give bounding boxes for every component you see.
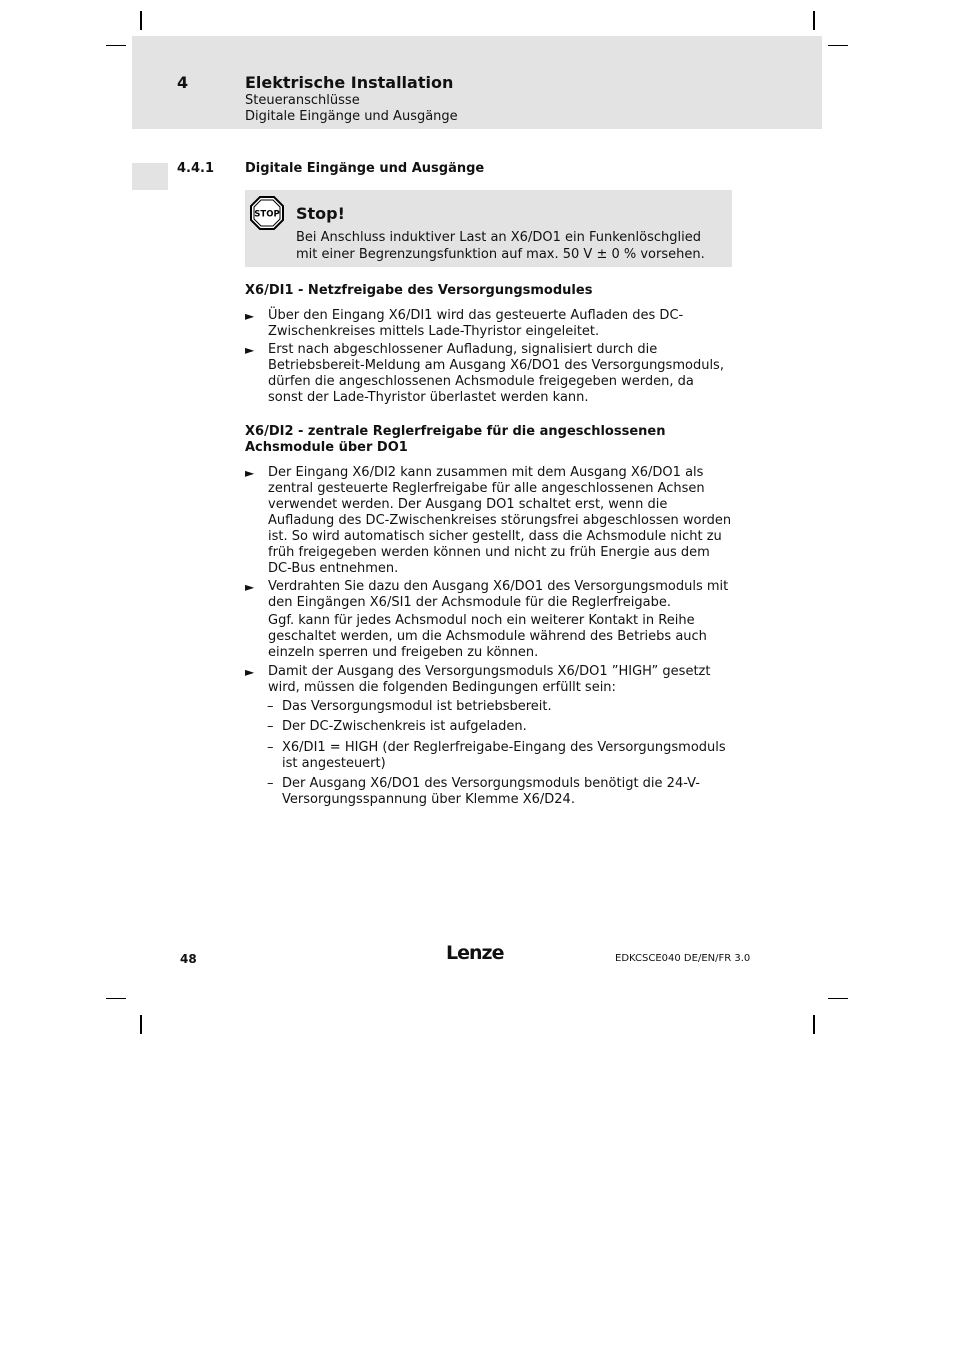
crop-mark (813, 1015, 815, 1034)
stop-title: Stop! (296, 204, 345, 223)
subheading: X6/DI2 - zentrale Reglerfreigabe für die angeschlossenen Achsmodule über DO1 (245, 424, 666, 455)
bullet-arrow-icon: ► (245, 309, 255, 323)
bullet-arrow-icon: ► (245, 466, 255, 480)
bullet-arrow-icon: ► (245, 665, 255, 679)
stop-sign-icon (250, 196, 284, 230)
crop-mark (106, 45, 126, 46)
crop-mark (828, 998, 848, 999)
header-subtitle: Steueranschlüsse (245, 93, 360, 108)
list-item: ► Über den Eingang X6/DI1 wird das gesteuerte Aufladen des DC-Zwischenkreises mittels Lade-Thyristor eingeleitet. (245, 308, 684, 339)
bullet-text: Verdrahten Sie dazu den Ausgang X6/DO1 des Versorgungsmoduls mit den Eingängen X6/SI1 der Achsmodule für die Reglerfreigabe. (268, 579, 729, 610)
stop-text: Bei Anschluss induktiver Last an X6/DO1 ein Funkenlöschglied mit einer Begrenzungsfunktion auf max. 50 V ± 0 % vorsehen. (296, 230, 705, 262)
list-item: ► Damit der Ausgang des Versorgungsmoduls X6/DO1 ”HIGH” gesetzt wird, müssen die folgenden Bedingungen erfüllt sein: (245, 664, 711, 695)
condition-item: – X6/DI1 = HIGH (der Reglerfreigabe-Eingang des Versorgungsmoduls ist angesteuert) (267, 740, 726, 771)
header-subtitle: Digitale Eingänge und Ausgänge (245, 109, 458, 124)
list-item: ► Der Eingang X6/DI2 kann zusammen mit dem Ausgang X6/DO1 als zentral gesteuerte Reglerfreigabe für alle angeschlossenen Achsen verwendet werden. Der Ausgang DO1 schaltet erst, wenn die Aufladung des DC-Zwischenkreises störungsfrei abgeschlossen worden ist. So wird automatisch sicher gestellt, dass die Achsmodule nicht zu früh freigegeben werden können und nicht zu früh Energie aus dem DC-Bus entnehmen. (245, 465, 732, 576)
crop-mark (106, 998, 126, 999)
section-number: 4.4.1 (177, 161, 215, 176)
chapter-title: Elektrische Installation (245, 73, 454, 92)
stop-sign-text: STOP (254, 209, 280, 220)
bullet-note: Ggf. kann für jedes Achsmodul noch ein weiterer Kontakt in Reihe geschaltet werden, um die Achsmodule während des Betriebs auch einzeln sperren und freigeben zu können. (268, 613, 707, 660)
list-item (245, 579, 732, 661)
dash-marker: – (267, 740, 274, 755)
crop-mark (140, 11, 142, 30)
crop-mark (813, 11, 815, 30)
section-marker (132, 163, 168, 190)
bullet-arrow-icon: ► (245, 343, 255, 357)
subheading: X6/DI1 - Netzfreigabe des Versorgungsmodules (245, 283, 593, 298)
section-title: Digitale Eingänge und Ausgänge (245, 161, 485, 176)
condition-item: – Das Versorgungsmodul ist betriebsbereit. (267, 699, 552, 714)
crop-mark (140, 1015, 142, 1034)
document-id: EDKCSCE040 DE/EN/FR 3.0 (615, 953, 751, 964)
chapter-number: 4 (177, 73, 189, 92)
condition-item: – Der Ausgang X6/DO1 des Versorgungsmoduls benötigt die 24-V-Versorgungsspannung über Klemme X6/D24. (267, 776, 700, 807)
dash-marker: – (267, 719, 274, 734)
condition-item: – Der DC-Zwischenkreis ist aufgeladen. (267, 719, 527, 734)
dash-marker: – (267, 699, 274, 714)
list-item: ► Erst nach abgeschlossener Aufladung, signalisiert durch die Betriebsbereit-Meldung am Ausgang X6/DO1 des Versorgungsmoduls, dürfen die angeschlossenen Achsmodule freigegeben werden, da sonst der Lade-Thyristor überlastet werden kann. (245, 342, 724, 405)
lenze-logo: Lenze (446, 942, 504, 964)
page-number: 48 (180, 952, 197, 966)
bullet-arrow-icon: ► (245, 580, 255, 594)
dash-marker: – (267, 776, 274, 791)
header-band (132, 36, 822, 129)
crop-mark (828, 45, 848, 46)
